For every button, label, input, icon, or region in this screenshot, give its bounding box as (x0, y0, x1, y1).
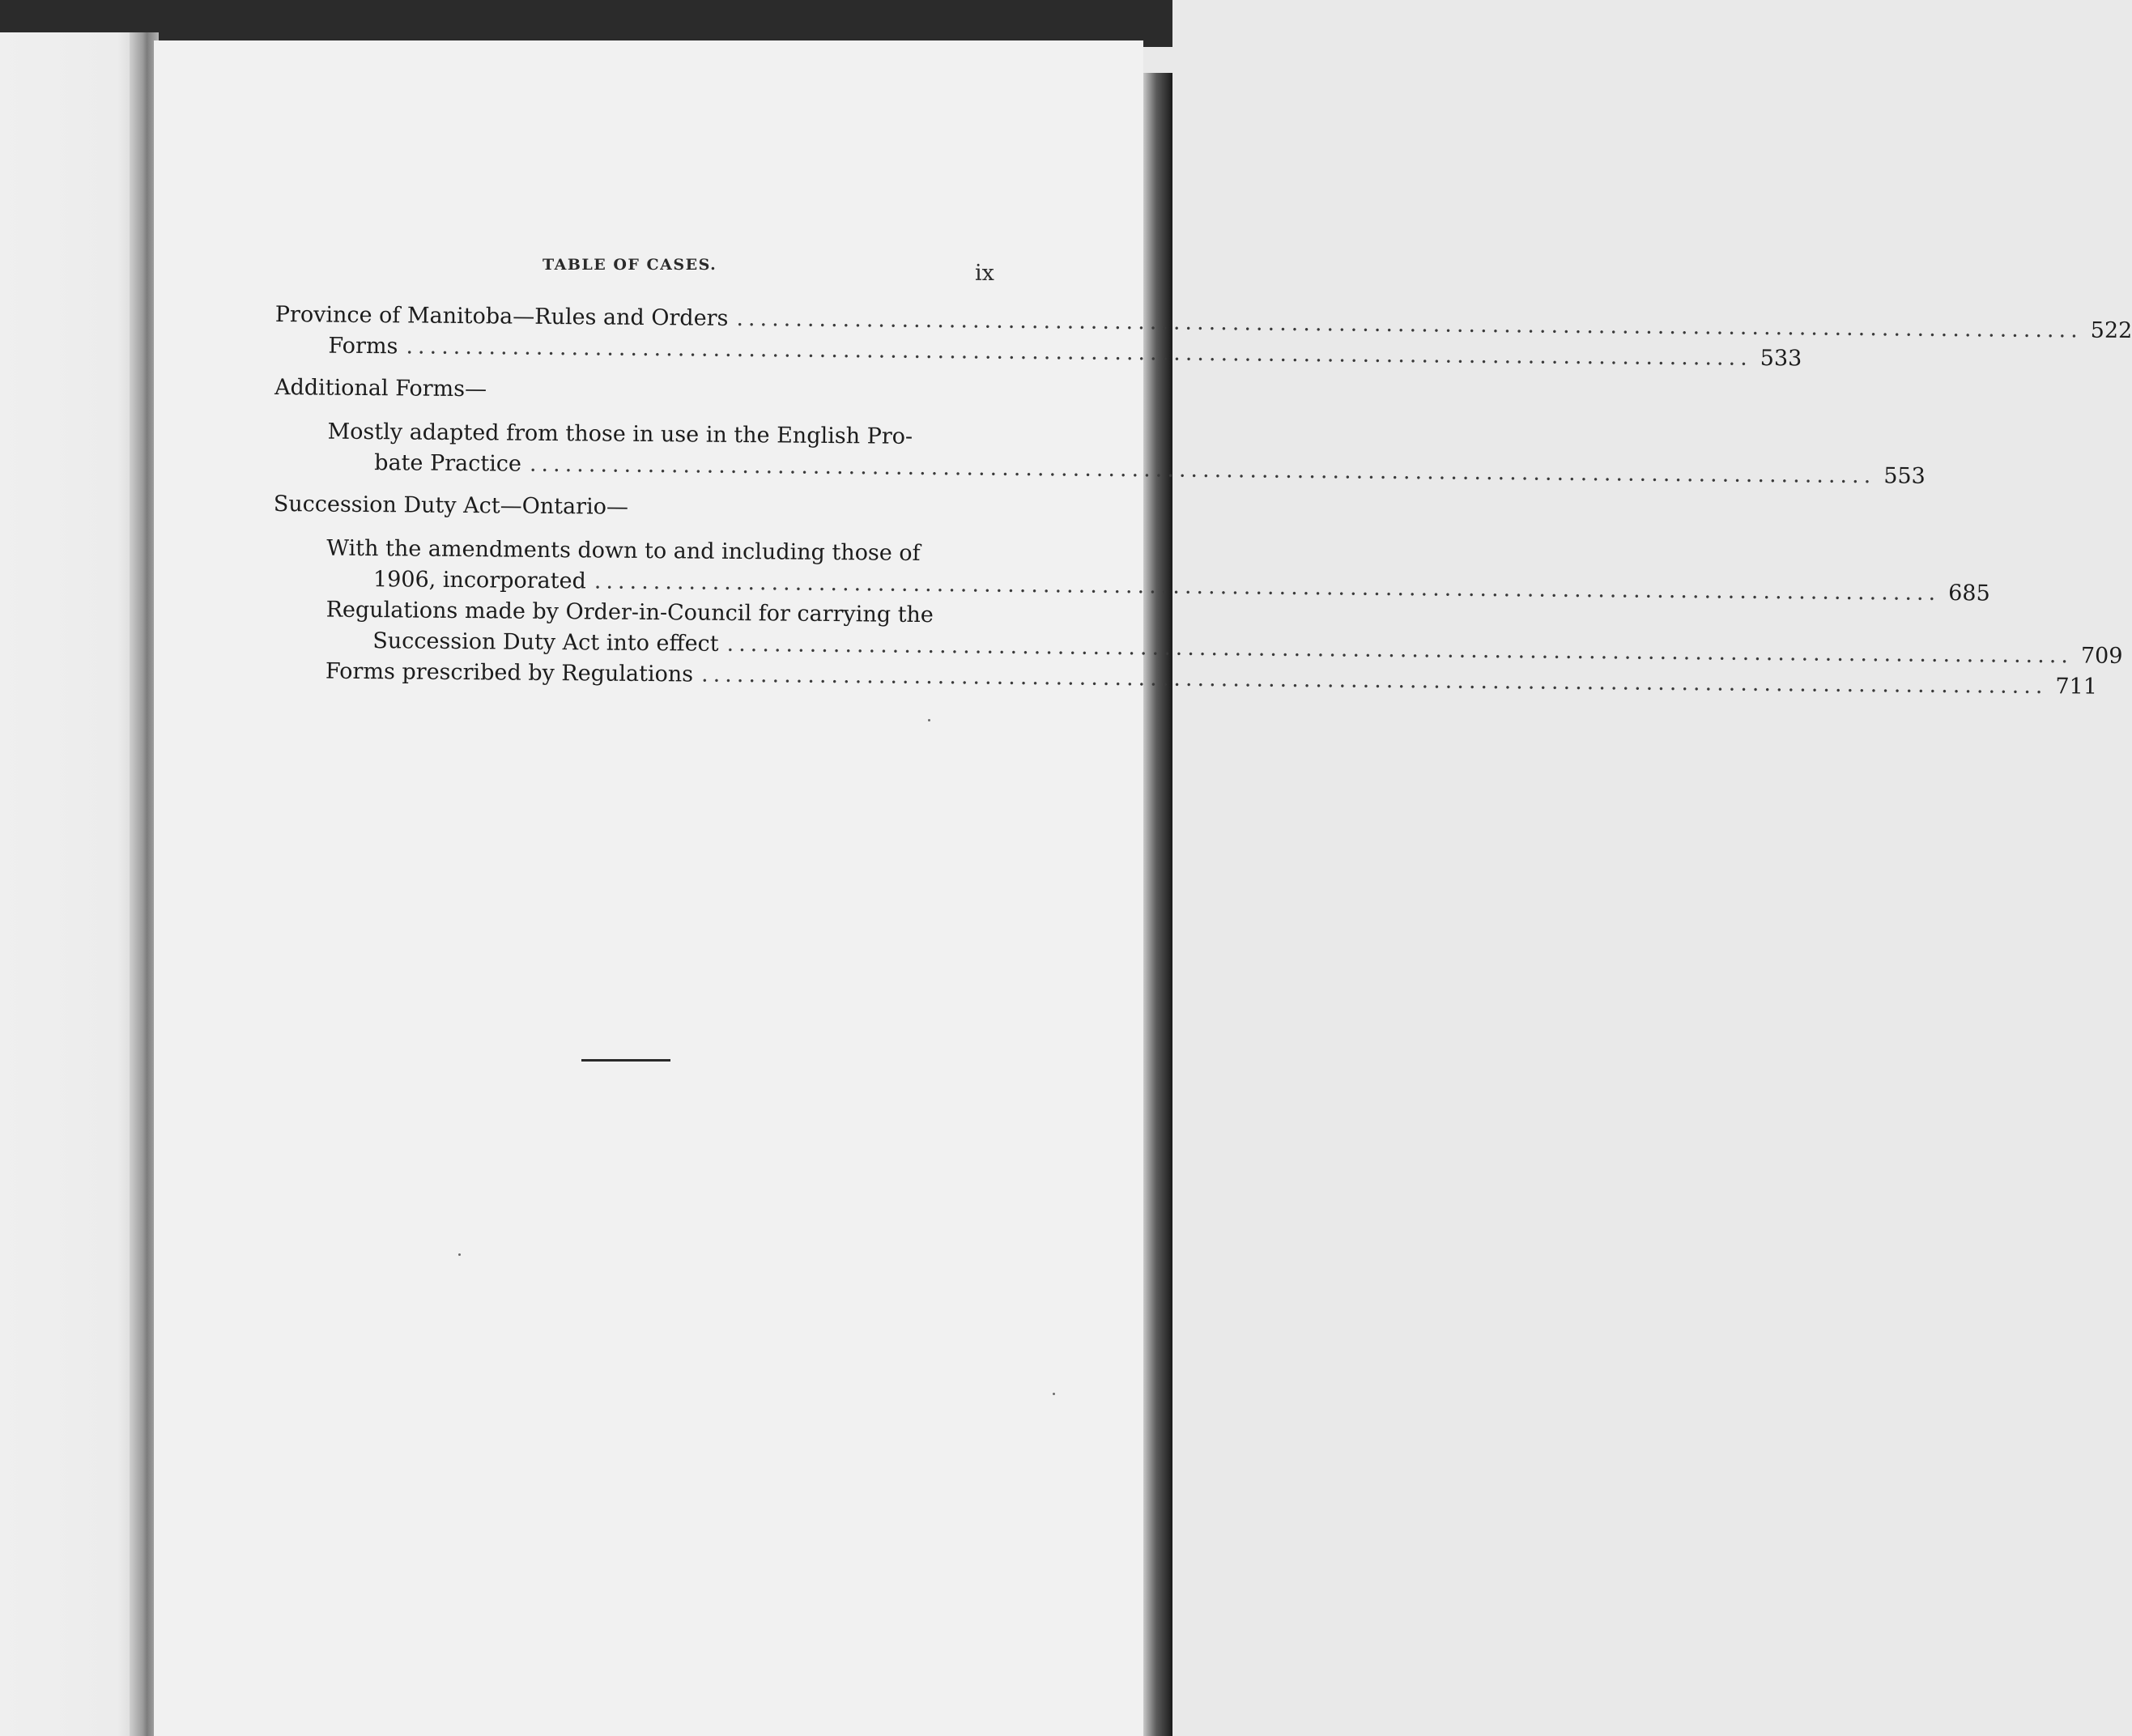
toc-entry-text-line: Mostly adapted from those in use in the English Pro- (327, 419, 913, 449)
dot-leader: .................................................................................................................. (406, 334, 1752, 371)
toc-entry-label: Province of Manitoba—Rules and Orders (274, 301, 729, 331)
toc-entry-continuation (374, 448, 1926, 489)
dot-leader: .................................................................................................................. (700, 662, 2048, 700)
toc-entry-page: 709 (2080, 643, 2123, 669)
paper-speck (1053, 1393, 1055, 1395)
toc-entry-forms-prescribed (325, 657, 2098, 700)
toc-entry-regulations (326, 595, 2123, 669)
running-head: TABLE OF CASES. (543, 256, 717, 274)
book-page (154, 40, 1143, 1736)
dot-leader: .................................................................................................................. (726, 631, 2074, 669)
toc-entry-text-line: Regulations made by Order-in-Council for carrying the (326, 597, 934, 628)
toc-heading-succession-duty: Succession Duty Act—Ontario— (273, 491, 629, 520)
toc-entry-label: bate Practice (374, 450, 522, 477)
toc-entry-label: Forms (328, 333, 398, 360)
toc-entry-page: 553 (1883, 463, 1926, 489)
toc-entry-page: 685 (1948, 581, 1990, 606)
toc-entry-label: Succession Duty Act into effect (372, 628, 719, 657)
toc-entry-page: 533 (1760, 346, 1802, 372)
toc-entry-page: 711 (2055, 674, 2098, 700)
page-number: ix (975, 261, 994, 286)
toc-entry-text-line: With the amendments down to and including those of (326, 535, 921, 566)
dot-leader: .................................................................................................................. (736, 305, 2083, 343)
toc-heading-additional-forms: Additional Forms— (274, 374, 487, 402)
dot-leader: .................................................................................................................. (594, 568, 1941, 606)
toc-entry-page: 522 (2090, 317, 2132, 344)
paper-speck (458, 1253, 461, 1256)
facing-page (0, 32, 147, 1736)
toc-entry-label: 1906, incorporated (372, 567, 586, 594)
section-rule (581, 1059, 670, 1062)
table-of-contents (272, 300, 2132, 700)
toc-entry-english-probate (327, 417, 1926, 489)
dot-leader: .................................................................................................................. (529, 451, 1876, 489)
toc-entry-label: Forms prescribed by Regulations (325, 658, 694, 687)
toc-entry-amendments (326, 534, 1990, 606)
paper-speck (928, 719, 930, 721)
toc-entry-manitoba-forms (328, 331, 1802, 372)
